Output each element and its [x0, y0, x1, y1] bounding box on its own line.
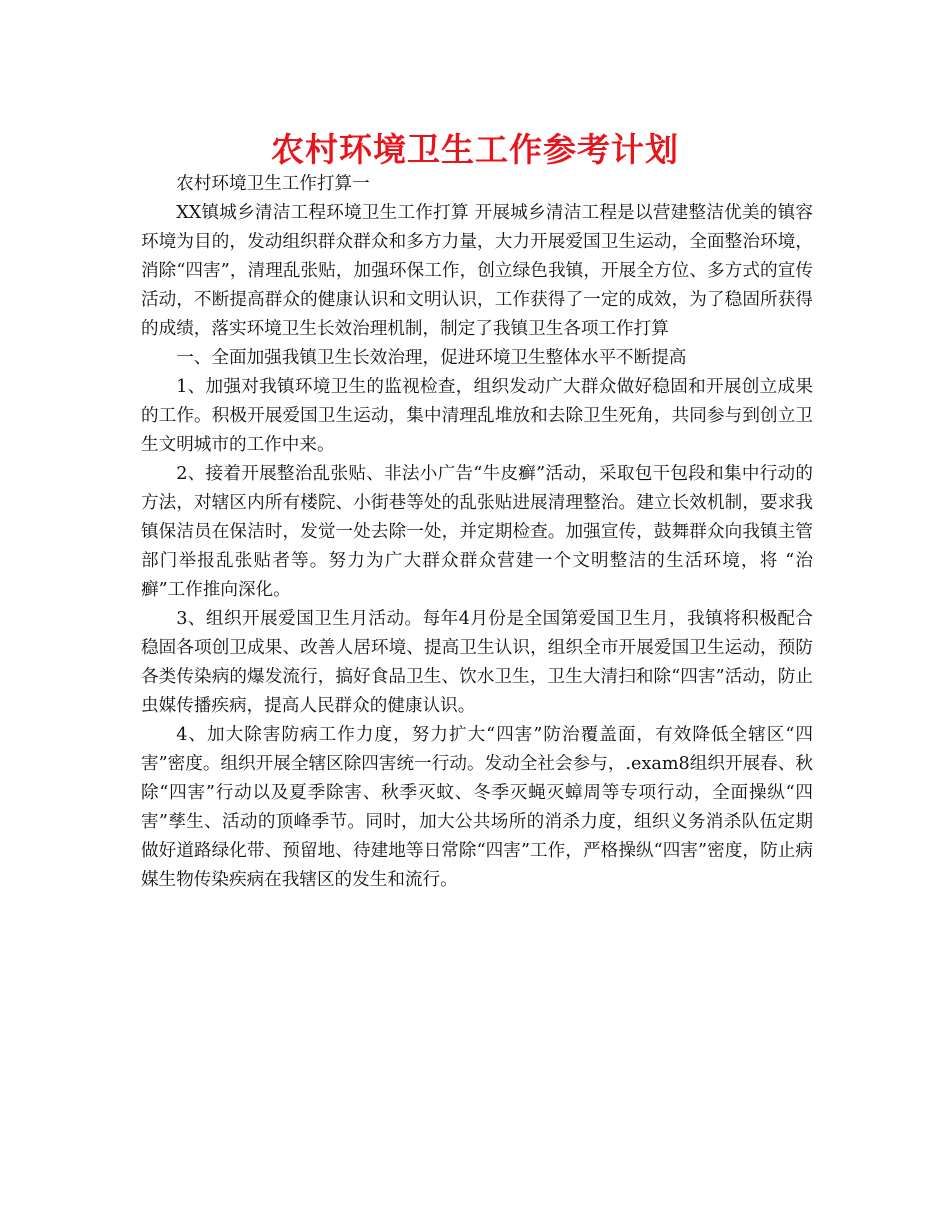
document-title: 农村环境卫生工作参考计划 — [271, 130, 679, 169]
document-body — [141, 170, 813, 895]
paragraph-item-3: 3、组织开展爱国卫生月活动。每年4月份是全国第爱国卫生月，我镇将积极配合稳固各项创卫成果、改善人居环境、提高卫生认识，组织全市开展爱国卫生运动，预防各类传染病的爆发流行，搞好食品卫生、饮水卫生，卫生大清扫和除“四害”活动，防止虫媒传播疾病，提高人民群众的健康认识。 — [141, 609, 813, 716]
paragraph-subtitle: 农村环境卫生工作打算一 — [176, 174, 370, 194]
paragraph-item-1: 1、加强对我镇环境卫生的监视检查，组织发动广大群众做好稳固和开展创立成果的工作。积极开展爱国卫生运动，集中清理乱堆放和去除卫生死角，共同参与到创立卫生文明城市的工作中来。 — [141, 377, 813, 455]
paragraph-item-2: 2、接着开展整治乱张贴、非法小广告“牛皮癣”活动，采取包干包段和集中行动的方法，对辖区内所有楼院、小街巷等处的乱张贴进展清理整治。建立长效机制，要求我镇保洁员在保洁时，发觉一处去除一处，并定期检查。加强宣传，鼓舞群众向我镇主管部门举报乱张贴者等。努力为广大群众群众营建一个文明整洁的生活环境，将 “治癣”工作推向深化。 — [141, 464, 813, 600]
paragraph-item-4: 4、加大除害防病工作力度，努力扩大“四害”防治覆盖面，有效降低全辖区“四害”密度。组织开展全辖区除四害统一行动。发动全社会参与，.exam8组织开展春、秋除“四害”行动以及夏季除害、秋季灭蚊、冬季灭蝇灭蟑周等专项行动，全面操纵“四害”孳生、活动的顶峰季节。同时，加大公共场所的消杀力度，组织义务消杀队伍定期做好道路绿化带、预留地、待建地等日常除“四害”工作，严格操纵“四害”密度，防止病媒生物传染疾病在我辖区的发生和流行。 — [141, 725, 813, 890]
paragraph-intro: XX镇城乡清洁工程环境卫生工作打算 开展城乡清洁工程是以营建整洁优美的镇容环境为目的，发动组织群众群众和多方力量，大力开展爱国卫生运动，全面整治环境，消除“四害”，清理乱张贴，加强环保工作，创立绿色我镇，开展全方位、多方式的宣传活动，不断提高群众的健康认识和文明认识，工作获得了一定的成效，为了稳固所获得的成绩，落实环境卫生长效治理机制，制定了我镇卫生各项工作打算 — [141, 203, 813, 339]
paragraph-section-heading: 一、全面加强我镇卫生长效治理，促进环境卫生整体水平不断提高 — [176, 348, 687, 368]
